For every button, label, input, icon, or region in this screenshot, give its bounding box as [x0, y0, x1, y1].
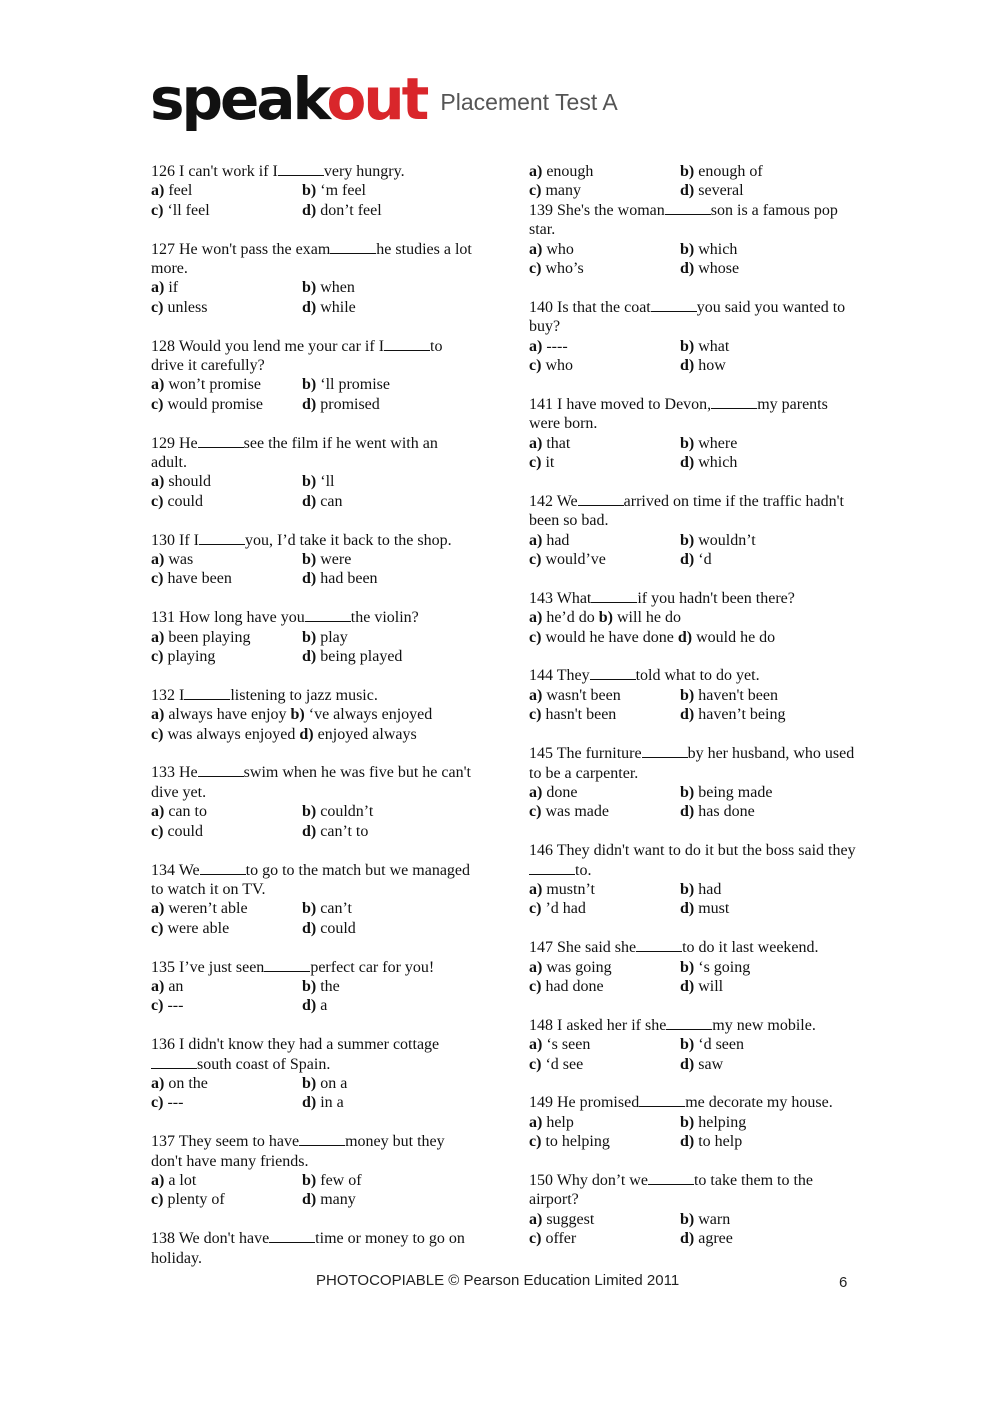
- option-b: b) few of: [302, 1171, 362, 1189]
- question-stem: [151, 162, 476, 181]
- question-text: 140 Is that the coat: [529, 298, 651, 316]
- option-c: c) had done: [529, 977, 604, 995]
- question-text-continued: the violin?: [350, 609, 419, 627]
- option-d: d) can’t to: [302, 822, 369, 840]
- answer-blank: [639, 1094, 685, 1107]
- option-a: a) he’d do: [529, 609, 595, 627]
- answer-blank: [299, 1133, 345, 1146]
- question-text-continued: to drive it carefully?: [151, 337, 443, 375]
- question-item: [529, 666, 859, 724]
- option-b: b) what: [680, 337, 730, 355]
- question-text-continued: see the film if he went with an adult.: [151, 434, 438, 472]
- question-text: 149 He promised: [529, 1094, 640, 1112]
- right-column: [529, 162, 859, 1268]
- option-d: d) agree: [680, 1230, 733, 1248]
- question-text: 143 What: [529, 589, 592, 607]
- question-item: [529, 395, 859, 473]
- option-c: c) could: [151, 822, 203, 840]
- question-text: 132 I: [151, 686, 185, 704]
- answer-blank: [666, 1017, 712, 1030]
- question-text-continued: money but they don't have many friends.: [151, 1133, 445, 1170]
- answer-blank: [264, 959, 310, 972]
- question-item: [151, 763, 476, 841]
- option-d: d) to help: [680, 1133, 743, 1151]
- option-b: b) on a: [302, 1074, 348, 1092]
- question-item: [151, 608, 476, 666]
- option-b: b) when: [302, 279, 355, 297]
- option-d: d) would he do: [677, 628, 776, 646]
- option-b: b) haven't been: [680, 686, 778, 704]
- option-a: a) weren’t able: [151, 900, 248, 918]
- question-text: 144 They: [529, 667, 590, 685]
- option-a: a) always have enjoy: [151, 706, 287, 724]
- option-d: d) must: [680, 900, 730, 918]
- question-item: [529, 744, 859, 822]
- option-d: d) ‘d: [680, 551, 712, 569]
- option-b: b) warn: [680, 1210, 731, 1228]
- question-text-continued: to do it last weekend.: [682, 939, 819, 957]
- question-stem: [529, 298, 859, 337]
- left-column: [151, 162, 476, 1287]
- option-b: b) the: [302, 977, 340, 995]
- answer-blank: [305, 609, 351, 622]
- option-a: a) can to: [151, 803, 207, 821]
- option-d: d) while: [302, 298, 356, 316]
- option-a: a) a lot: [151, 1171, 197, 1189]
- option-a: a) been playing: [151, 628, 251, 646]
- question-text: 138 We don't have: [151, 1230, 270, 1248]
- option-b: b) had: [680, 880, 722, 898]
- question-text: 128 Would you lend me your car if I: [151, 337, 385, 355]
- question-item: [151, 162, 476, 220]
- question-text-continued: son is a famous pop star.: [529, 201, 838, 239]
- option-b: b) where: [680, 434, 738, 452]
- option-c: c) were able: [151, 919, 230, 937]
- question-item: [151, 434, 476, 512]
- question-text: 137 They seem to have: [151, 1133, 300, 1151]
- question-text-continued: my new mobile.: [712, 1016, 816, 1034]
- question-text: 129 He: [151, 434, 198, 452]
- question-text: 139 She's the woman: [529, 201, 665, 219]
- question-item: [529, 589, 859, 647]
- option-d: d) a: [302, 997, 328, 1015]
- option-c: c) would he have done: [529, 628, 674, 646]
- option-c: c) was always enjoyed: [151, 725, 296, 743]
- option-a: a) should: [151, 473, 211, 491]
- question-stem: [151, 531, 476, 550]
- option-a: a) was going: [529, 958, 612, 976]
- answer-blank: [278, 163, 324, 176]
- option-c: c) who’s: [529, 260, 584, 278]
- option-d: d) promised: [302, 395, 380, 413]
- answer-blank: [665, 202, 711, 215]
- option-a: a) was: [151, 551, 194, 569]
- question-text: 145 The furniture: [529, 745, 642, 763]
- option-a: a) help: [529, 1113, 574, 1131]
- question-stem: [151, 861, 476, 900]
- question-text-continued: to take them to the airport?: [529, 1171, 814, 1209]
- option-a: a) won’t promise: [151, 376, 261, 394]
- question-item: [529, 201, 859, 279]
- answer-blank: [384, 338, 430, 351]
- question-item: [151, 1132, 476, 1210]
- option-c: c) would’ve: [529, 551, 606, 569]
- option-b: b) ‘s going: [680, 958, 751, 976]
- option-c: c) many: [529, 182, 581, 200]
- option-c: c) ‘d see: [529, 1055, 584, 1073]
- question-item: [151, 686, 476, 744]
- option-d: d) which: [680, 454, 738, 472]
- question-stem: [151, 686, 476, 705]
- option-c: c) unless: [151, 298, 208, 316]
- question-text: 135 I’ve just seen: [151, 958, 265, 976]
- answer-blank: [590, 667, 636, 680]
- question-stem: [151, 434, 476, 473]
- question-text-continued: to go to the match but we managed to watch it on TV.: [151, 861, 471, 898]
- answer-blank: [330, 241, 376, 254]
- option-a: a) feel: [151, 182, 193, 200]
- option-b: b) wouldn’t: [680, 531, 756, 549]
- question-stem: [529, 201, 859, 240]
- question-stem: [151, 1132, 476, 1171]
- option-a: a) had: [529, 531, 570, 549]
- option-c: c) ’d had: [529, 900, 586, 918]
- question-text: 134 We: [151, 861, 200, 879]
- answer-blank: [529, 862, 575, 875]
- question-text-continued: time or money to go on holiday.: [151, 1230, 465, 1267]
- option-a: a) enough: [529, 163, 594, 180]
- option-d: d) saw: [680, 1055, 724, 1073]
- option-d: d) several: [680, 182, 744, 200]
- option-d: d) enjoyed always: [299, 725, 417, 743]
- option-c: c) offer: [529, 1230, 577, 1248]
- question-item: [529, 938, 859, 996]
- question-text-continued: he studies a lot more.: [151, 240, 472, 278]
- option-a: a) wasn't been: [529, 686, 621, 704]
- option-c: c) could: [151, 492, 203, 510]
- option-b: b) couldn’t: [302, 803, 374, 821]
- option-d: d) will: [680, 977, 724, 995]
- question-text-continued: perfect car for you!: [310, 958, 435, 976]
- answer-blank: [591, 590, 637, 603]
- option-c: c) ‘ll feel: [151, 201, 210, 219]
- option-d: d) how: [680, 357, 726, 375]
- question-stem: [529, 589, 859, 608]
- question-item: [151, 958, 476, 1016]
- question-text: 141 I have moved to Devon,: [529, 395, 712, 413]
- answer-blank: [151, 1056, 197, 1069]
- question-stem: [151, 1035, 476, 1074]
- option-a: a) done: [529, 783, 578, 801]
- question-text-continued: to.: [575, 861, 592, 879]
- speakout-logo: speakout: [150, 65, 427, 133]
- question-text: 148 I asked her if she: [529, 1016, 667, 1034]
- question-text: 146 They didn't want to do it but the boss said they: [529, 842, 856, 860]
- option-d: d) had been: [302, 570, 378, 588]
- option-c: c) playing: [151, 648, 216, 666]
- option-d: d) whose: [680, 260, 740, 278]
- question-stem: [529, 938, 859, 957]
- question-text-continued: if you hadn't been there?: [637, 589, 795, 607]
- option-a: a) who: [529, 240, 574, 258]
- option-b: b) enough of: [680, 163, 763, 180]
- question-stem: [151, 1229, 476, 1268]
- question-stem: [151, 608, 476, 627]
- document-header: [150, 58, 618, 133]
- question-item: [151, 1229, 476, 1268]
- question-text-continued: swim when he was five but he can't dive yet.: [151, 764, 471, 801]
- question-item: [529, 1016, 859, 1074]
- option-b: b) ‘m feel: [302, 182, 366, 200]
- question-text: 147 She said she: [529, 939, 637, 957]
- option-c: c) it: [529, 454, 555, 472]
- answer-blank: [198, 435, 244, 448]
- copyright-footer: PHOTOCOPIABLE © Pearson Education Limited 2011: [316, 1272, 680, 1289]
- option-d: d) many: [302, 1191, 356, 1209]
- question-text-continued: you said you wanted to buy?: [529, 298, 846, 336]
- option-b: b) ‘d seen: [680, 1036, 744, 1054]
- option-b: b) which: [680, 240, 738, 258]
- question-item: [529, 492, 859, 570]
- question-text-continued: me decorate my house.: [685, 1094, 833, 1112]
- option-b: b) ‘ll promise: [302, 376, 390, 394]
- question-text-continued: told what to do yet.: [635, 667, 760, 685]
- question-item: [529, 298, 859, 376]
- option-a: a) ‘s seen: [529, 1036, 591, 1054]
- question-stem: [529, 841, 859, 880]
- question-stem: [151, 763, 476, 802]
- option-b: b) being made: [680, 783, 773, 801]
- question-text-continued: my parents were born.: [529, 395, 828, 433]
- question-item: [529, 1171, 859, 1249]
- option-b: b) play: [302, 628, 348, 646]
- question-text-continued: by her husband, who used to be a carpenter.: [529, 745, 855, 782]
- question-text-continued: very hungry.: [323, 163, 405, 180]
- question-text: 126 I can't work if I: [151, 163, 278, 180]
- answer-blank: [636, 939, 682, 952]
- question-item: [151, 861, 476, 939]
- option-c: c) plenty of: [151, 1191, 225, 1209]
- question-stem: [529, 1016, 859, 1035]
- question-text: 133 He: [151, 764, 198, 782]
- option-c: c) ---: [151, 1094, 184, 1112]
- answer-blank: [198, 764, 244, 777]
- document-subtitle: Placement Test A: [440, 89, 618, 115]
- question-stem: [151, 240, 476, 279]
- option-c: c) ---: [151, 997, 184, 1015]
- question-stem: [529, 666, 859, 685]
- option-c: c) would promise: [151, 395, 263, 413]
- question-item: [151, 240, 476, 318]
- option-d: d) haven’t being: [680, 706, 786, 724]
- question-138-options: [529, 162, 859, 201]
- option-b: b) ‘ve always enjoyed: [290, 706, 433, 724]
- option-b: b) can’t: [302, 900, 352, 918]
- answer-blank: [184, 687, 230, 700]
- option-d: d) could: [302, 919, 356, 937]
- option-d: d) can: [302, 492, 343, 510]
- page-number: 6: [839, 1274, 848, 1291]
- question-stem: [151, 958, 476, 977]
- question-text-continued: listening to jazz music.: [230, 686, 378, 704]
- answer-blank: [651, 299, 697, 312]
- option-c: c) to helping: [529, 1133, 610, 1151]
- option-a: a) suggest: [529, 1210, 595, 1228]
- option-a: a) mustn’t: [529, 880, 595, 898]
- answer-blank: [711, 396, 757, 409]
- option-b: b) will he do: [598, 609, 681, 627]
- option-b: b) helping: [680, 1113, 747, 1131]
- answer-blank: [578, 493, 624, 506]
- question-text-continued: arrived on time if the traffic hadn't been so bad.: [529, 492, 844, 530]
- question-stem: [529, 1093, 859, 1112]
- option-a: a) ----: [529, 337, 568, 355]
- question-item: [151, 337, 476, 415]
- question-text-continued: south coast of Spain.: [197, 1055, 331, 1073]
- answer-blank: [642, 745, 688, 758]
- answer-blank: [200, 862, 246, 875]
- question-stem: [529, 395, 859, 434]
- answer-blank: [269, 1230, 315, 1243]
- question-text-continued: you, I’d take it back to the shop.: [244, 531, 452, 549]
- option-a: a) that: [529, 434, 571, 452]
- question-text: 136 I didn't know they had a summer cottage: [151, 1036, 440, 1054]
- answer-blank: [199, 532, 245, 545]
- option-c: c) who: [529, 357, 573, 375]
- question-stem: [529, 744, 859, 783]
- question-text: 150 Why don’t we: [529, 1171, 648, 1189]
- option-c: c) hasn't been: [529, 706, 617, 724]
- question-stem: [151, 337, 476, 376]
- question-stem: [529, 492, 859, 531]
- question-item: [151, 1035, 476, 1113]
- question-text: 142 We: [529, 492, 578, 510]
- question-item: [529, 1093, 859, 1151]
- question-text: 131 How long have you: [151, 609, 305, 627]
- option-d: d) being played: [302, 648, 403, 666]
- option-c: c) was made: [529, 803, 609, 821]
- option-c: c) have been: [151, 570, 232, 588]
- option-d: d) in a: [302, 1094, 344, 1112]
- option-d: d) don’t feel: [302, 201, 382, 219]
- question-stem: [529, 1171, 859, 1210]
- option-a: a) if: [151, 279, 179, 297]
- answer-blank: [648, 1172, 694, 1185]
- option-b: b) were: [302, 551, 352, 569]
- question-text: 127 He won't pass the exam: [151, 240, 331, 258]
- option-a: a) on the: [151, 1074, 208, 1092]
- option-b: b) ‘ll: [302, 473, 335, 491]
- question-item: [529, 841, 859, 919]
- question-text: 130 If I: [151, 531, 199, 549]
- option-a: a) an: [151, 977, 184, 995]
- option-d: d) has done: [680, 803, 755, 821]
- question-item: [151, 531, 476, 589]
